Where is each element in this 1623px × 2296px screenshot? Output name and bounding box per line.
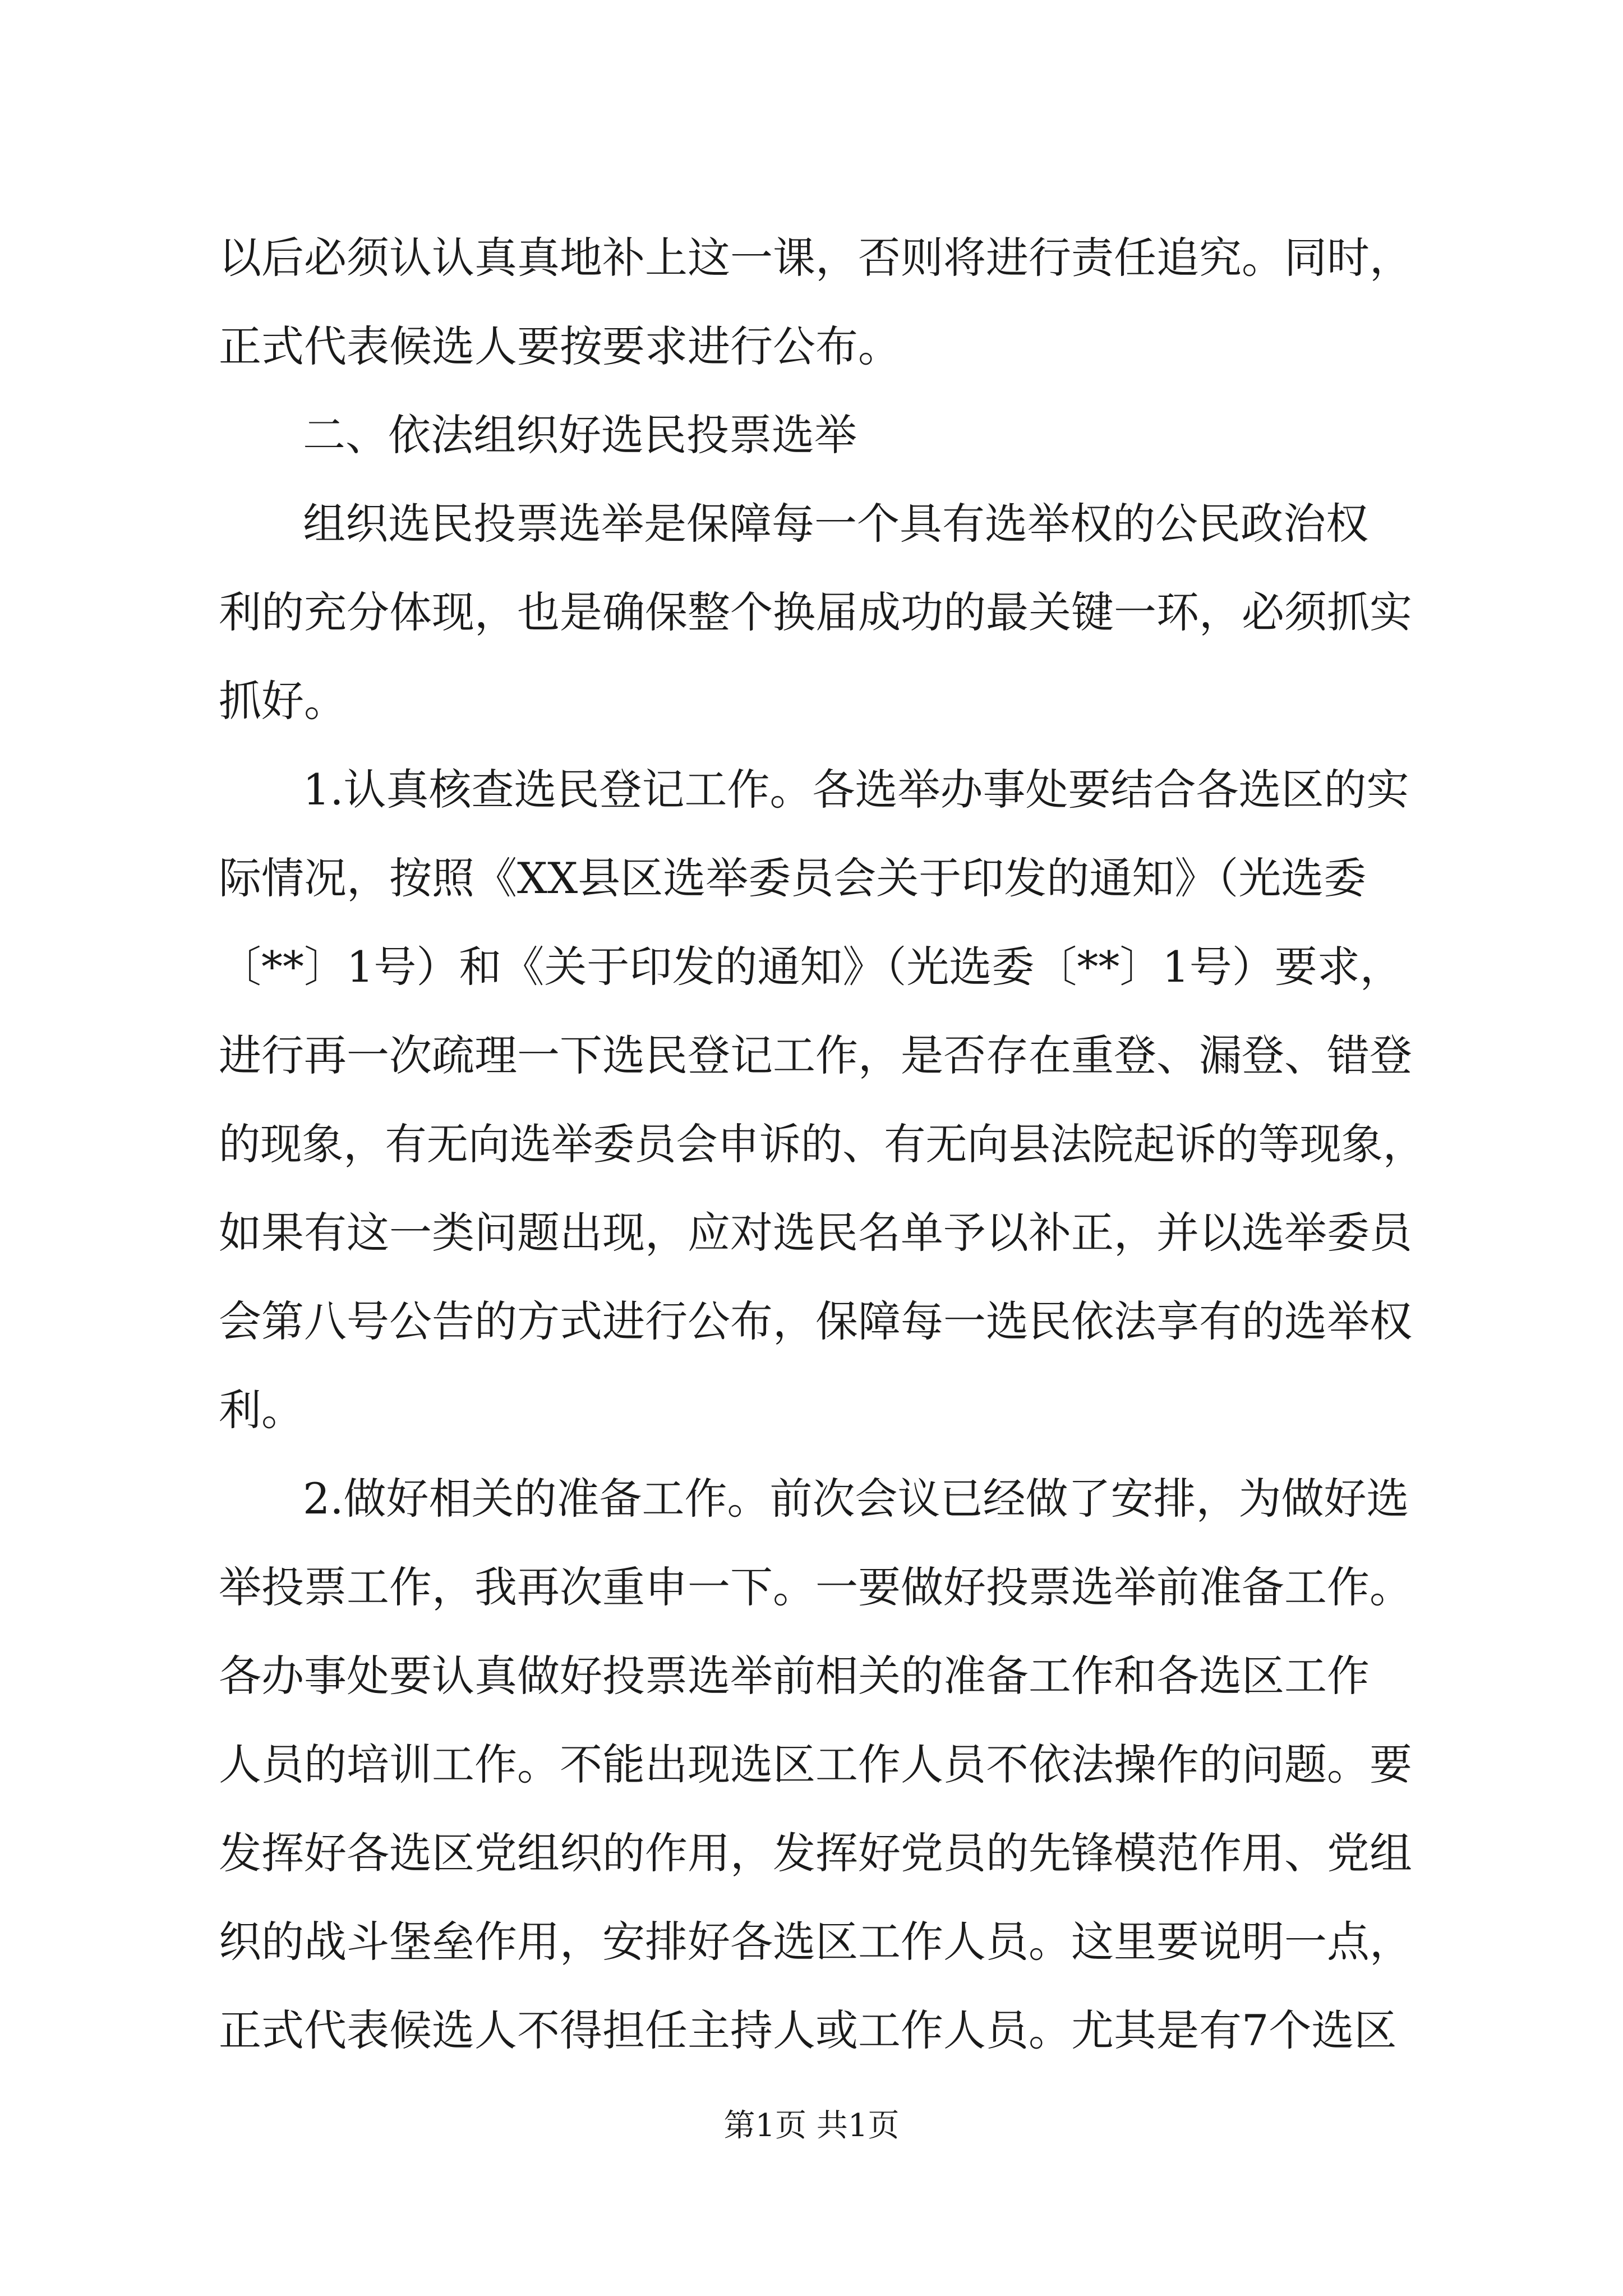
text-line: 发挥好各选区党组织的作用，发挥好党员的先锋模范作用、党组 — [219, 1828, 1412, 1878]
section-heading: 二、依法组织好选民投票选举 — [303, 410, 857, 460]
text-line: 组织选民投票选举是保障每一个具有选举权的公民政治权 — [303, 499, 1368, 549]
text-line: 利。 — [219, 1385, 304, 1435]
text-line: 人员的培训工作。不能出现选区工作人员不依法操作的问题。要 — [219, 1740, 1412, 1789]
text-line: 〔**〕1号）和《关于印发的通知》（光选委〔**〕1号）要求， — [219, 942, 1403, 992]
text-line: 正式代表候选人不得担任主持人或工作人员。尤其是有7个选区 — [219, 2005, 1397, 2055]
text-line: 进行再一次疏理一下选民登记工作，是否存在重登、漏登、错登 — [219, 1030, 1412, 1080]
text-line: 际情况，按照《XX县区选举委员会关于印发的通知》（光选委 — [219, 853, 1367, 903]
page-footer: 第1页 共1页 — [723, 2108, 900, 2144]
text-line: 以后必须认认真真地补上这一课，否则将进行责任追究。同时， — [219, 233, 1412, 283]
text-line: 正式代表候选人要按要求进行公布。 — [219, 321, 901, 371]
text-line: 如果有这一类问题出现，应对选民名单予以补正，并以选举委员 — [219, 1208, 1412, 1258]
text-line: 举投票工作，我再次重申一下。一要做好投票选举前准备工作。 — [219, 1562, 1412, 1612]
text-line: 2.做好相关的准备工作。前次会议已经做了安排，为做好选 — [303, 1474, 1409, 1524]
text-line: 织的战斗堡垒作用，安排好各选区工作人员。这里要说明一点， — [219, 1917, 1412, 1967]
text-line: 抓好。 — [219, 676, 347, 726]
text-line: 各办事处要认真做好投票选举前相关的准备工作和各选区工作 — [219, 1651, 1370, 1701]
text-line: 的现象，有无向选举委员会申诉的、有无向县法院起诉的等现象， — [219, 1119, 1425, 1169]
text-line: 1.认真核查选民登记工作。各选举办事处要结合各选区的实 — [303, 765, 1409, 815]
text-line: 会第八号公告的方式进行公布，保障每一选民依法享有的选举权 — [219, 1296, 1412, 1346]
text-line: 利的充分体现，也是确保整个换届成功的最关键一环，必须抓实 — [219, 587, 1412, 637]
